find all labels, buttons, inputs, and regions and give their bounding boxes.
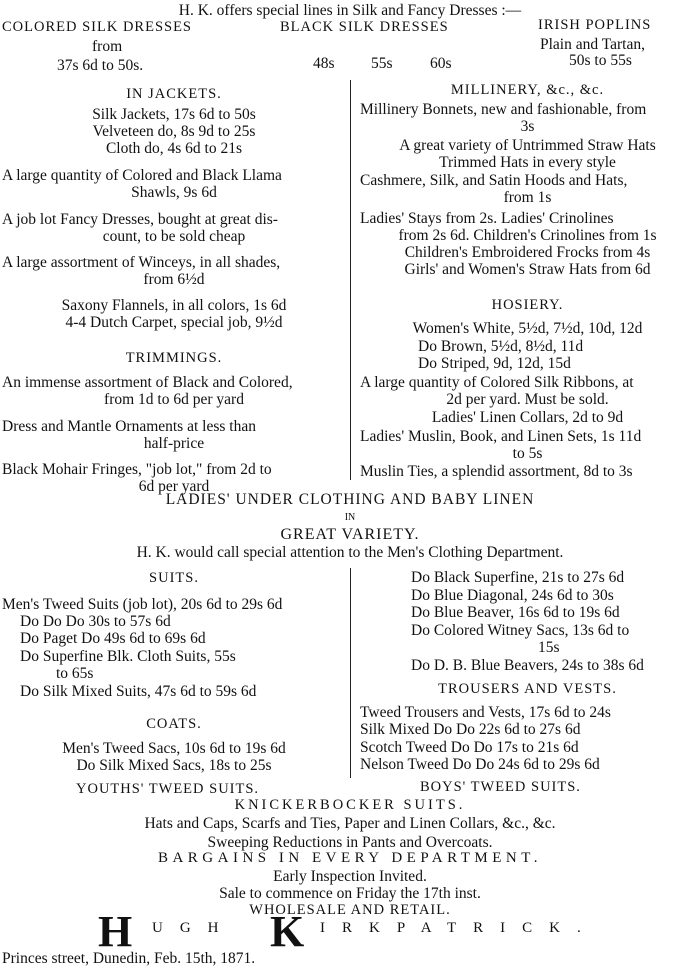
jackets-line: from 6½d xyxy=(143,271,205,288)
black-silk-price-1: 48s xyxy=(313,55,335,72)
millinery-line: Trimmed Hats in every style xyxy=(439,154,616,171)
right-suits-line: Do Colored Witney Sacs, 13s 6d to xyxy=(411,622,630,639)
colored-silk-from: from xyxy=(92,38,123,55)
sale-line: Sale to commence on Friday the 17th inst. xyxy=(219,885,481,902)
sweeping-line: Sweeping Reductions in Pants and Overcoats. xyxy=(207,834,493,851)
trimmings-line: 6d per yard xyxy=(138,478,210,495)
hosiery-line: Do Brown, 5½d, 8½d, 11d xyxy=(418,338,584,355)
hosiery-line: Do Striped, 9d, 12d, 15d xyxy=(418,355,571,372)
trousers-heading: TROUSERS AND VESTS. xyxy=(438,681,617,697)
suits-line: Men's Tweed Suits (job lot), 20s 6d to 29s 6d xyxy=(2,596,283,613)
millinery-line: Children's Embroidered Frocks from 4s xyxy=(404,244,651,261)
intro-line: H. K. offers special lines in Silk and Fancy Dresses :— xyxy=(178,2,522,19)
ladies-underclothing-heading: LADIES' UNDER CLOTHING AND BABY LINEN xyxy=(165,491,535,508)
millinery-line: A great variety of Untrimmed Straw Hats xyxy=(399,137,656,154)
suits-line: Do Paget Do 49s 6d to 69s 6d xyxy=(20,630,206,647)
jackets-line: Saxony Flannels, in all colors, 1s 6d xyxy=(61,297,287,314)
early-inspection-line: Early Inspection Invited. xyxy=(273,868,427,885)
mens-department-line: H. K. would call special attention to the Men's Clothing Department. xyxy=(136,544,564,561)
hosiery-line: 2d per yard. Must be sold. xyxy=(446,391,609,408)
hosiery-heading: HOSIERY. xyxy=(491,297,564,313)
name-ugh: UGH xyxy=(152,920,236,936)
hosiery-line: A large quantity of Colored Silk Ribbons, at xyxy=(360,374,634,391)
irish-poplins-price: 50s to 55s xyxy=(569,52,632,69)
right-suits-line: Do Blue Beaver, 16s 6d to 19s 6d xyxy=(411,604,620,621)
youths-suits-heading: YOUTHS' TWEED SUITS. xyxy=(76,781,260,797)
hosiery-line: Muslin Ties, a splendid assortment, 8d to 3s xyxy=(360,463,633,480)
millinery-line: Millinery Bonnets, new and fashionable, from xyxy=(360,101,647,118)
name-irkpatrick: IRKPATRICK. xyxy=(320,920,598,936)
name-initial-h: H xyxy=(98,907,133,956)
colored-silk-price: 37s 6d to 50s. xyxy=(57,57,144,74)
coats-line: Men's Tweed Sacs, 10s 6d to 19s 6d xyxy=(62,740,286,757)
irish-poplins-heading: IRISH POPLINS xyxy=(538,17,652,33)
suits-line: to 65s xyxy=(56,665,94,682)
trimmings-line: An immense assortment of Black and Colored, xyxy=(2,374,293,391)
millinery-line: Girls' and Women's Straw Hats from 6d xyxy=(404,261,651,278)
trousers-line: Nelson Tweed Do Do 24s 6d to 29s 6d xyxy=(360,756,600,773)
trousers-line: Tweed Trousers and Vests, 17s 6d to 24s xyxy=(360,704,611,721)
right-suits-line: 15s xyxy=(538,639,560,656)
great-variety-heading: GREAT VARIETY. xyxy=(280,526,420,543)
jackets-heading: IN JACKETS. xyxy=(126,86,222,102)
name-initial-k: K xyxy=(270,907,305,956)
in-label: IN xyxy=(344,512,356,523)
colored-silk-heading: COLORED SILK DRESSES xyxy=(2,19,192,35)
knickerbocker-heading: KNICKERBOCKER SUITS. xyxy=(234,797,466,813)
suits-heading: SUITS. xyxy=(149,570,199,586)
jackets-line: Silk Jackets, 17s 6d to 50s xyxy=(92,106,256,123)
wholesale-heading: WHOLESALE AND RETAIL. xyxy=(249,902,451,918)
hosiery-line: Women's White, 5½d, 7½d, 10d, 12d xyxy=(412,320,643,337)
millinery-line: from 1s xyxy=(503,189,552,206)
right-suits-line: Do Black Superfine, 21s to 27s 6d xyxy=(411,569,625,586)
millinery-line: Cashmere, Silk, and Satin Hoods and Hats, xyxy=(360,172,628,189)
suits-line: Do Do Do 30s to 57s 6d xyxy=(20,613,171,630)
trousers-line: Scotch Tweed Do Do 17s to 21s 6d xyxy=(360,739,579,756)
jackets-line: 4-4 Dutch Carpet, special job, 9½d xyxy=(65,314,283,331)
hats-line: Hats and Caps, Scarfs and Ties, Paper and Linen Collars, &c., &c. xyxy=(144,815,556,832)
right-suits-line: Do D. B. Blue Beavers, 24s to 38s 6d xyxy=(411,657,644,674)
millinery-heading: MILLINERY, &c., &c. xyxy=(450,82,605,98)
trimmings-line: Black Mohair Fringes, "job lot," from 2d to xyxy=(2,461,272,478)
suits-line: Do Superfine Blk. Cloth Suits, 55s xyxy=(20,648,236,665)
trimmings-line: Dress and Mantle Ornaments at less than xyxy=(2,418,256,435)
jackets-line: A large quantity of Colored and Black Llama xyxy=(2,167,282,184)
suits-line: Do Silk Mixed Suits, 47s 6d to 59s 6d xyxy=(20,683,257,700)
coats-line: Do Silk Mixed Sacs, 18s to 25s xyxy=(76,757,272,774)
jackets-line: count, to be sold cheap xyxy=(102,228,246,245)
column-divider-lower xyxy=(350,568,351,778)
column-divider-upper xyxy=(350,80,351,480)
trimmings-heading: TRIMMINGS. xyxy=(125,350,223,366)
right-suits-line: Do Blue Diagonal, 24s 6d to 30s xyxy=(411,587,614,604)
millinery-line: 3s xyxy=(520,118,535,135)
jackets-line: A job lot Fancy Dresses, bought at great dis- xyxy=(2,211,278,228)
irish-poplins-sub: Plain and Tartan, xyxy=(540,36,645,53)
hosiery-line: to 5s xyxy=(512,445,543,462)
black-silk-price-2: 55s xyxy=(371,55,393,72)
hosiery-line: Ladies' Linen Collars, 2d to 9d xyxy=(431,409,624,426)
boys-suits-heading: BOYS' TWEED SUITS. xyxy=(420,779,581,795)
jackets-line: Cloth do, 4s 6d to 21s xyxy=(105,140,243,157)
jackets-line: Shawls, 9s 6d xyxy=(131,184,217,201)
bargains-heading: BARGAINS IN EVERY DEPARTMENT. xyxy=(157,850,543,866)
address-line: Princes street, Dunedin, Feb. 15th, 1871. xyxy=(2,950,256,967)
trimmings-line: half-price xyxy=(143,435,205,452)
coats-heading: COATS. xyxy=(146,716,202,732)
black-silk-heading: BLACK SILK DRESSES xyxy=(280,19,449,35)
trousers-line: Silk Mixed Do Do 22s 6d to 27s 6d xyxy=(360,721,581,738)
jackets-line: Velveteen do, 8s 9d to 25s xyxy=(92,123,256,140)
millinery-line: Ladies' Stays from 2s. Ladies' Crinolines xyxy=(360,210,614,227)
trimmings-line: from 1d to 6d per yard xyxy=(104,391,244,408)
millinery-line: from 2s 6d. Children's Crinolines from 1s xyxy=(398,227,657,244)
hosiery-line: Ladies' Muslin, Book, and Linen Sets, 1s 11d xyxy=(360,428,642,445)
black-silk-price-3: 60s xyxy=(430,55,452,72)
jackets-line: A large assortment of Winceys, in all shades, xyxy=(2,254,281,271)
